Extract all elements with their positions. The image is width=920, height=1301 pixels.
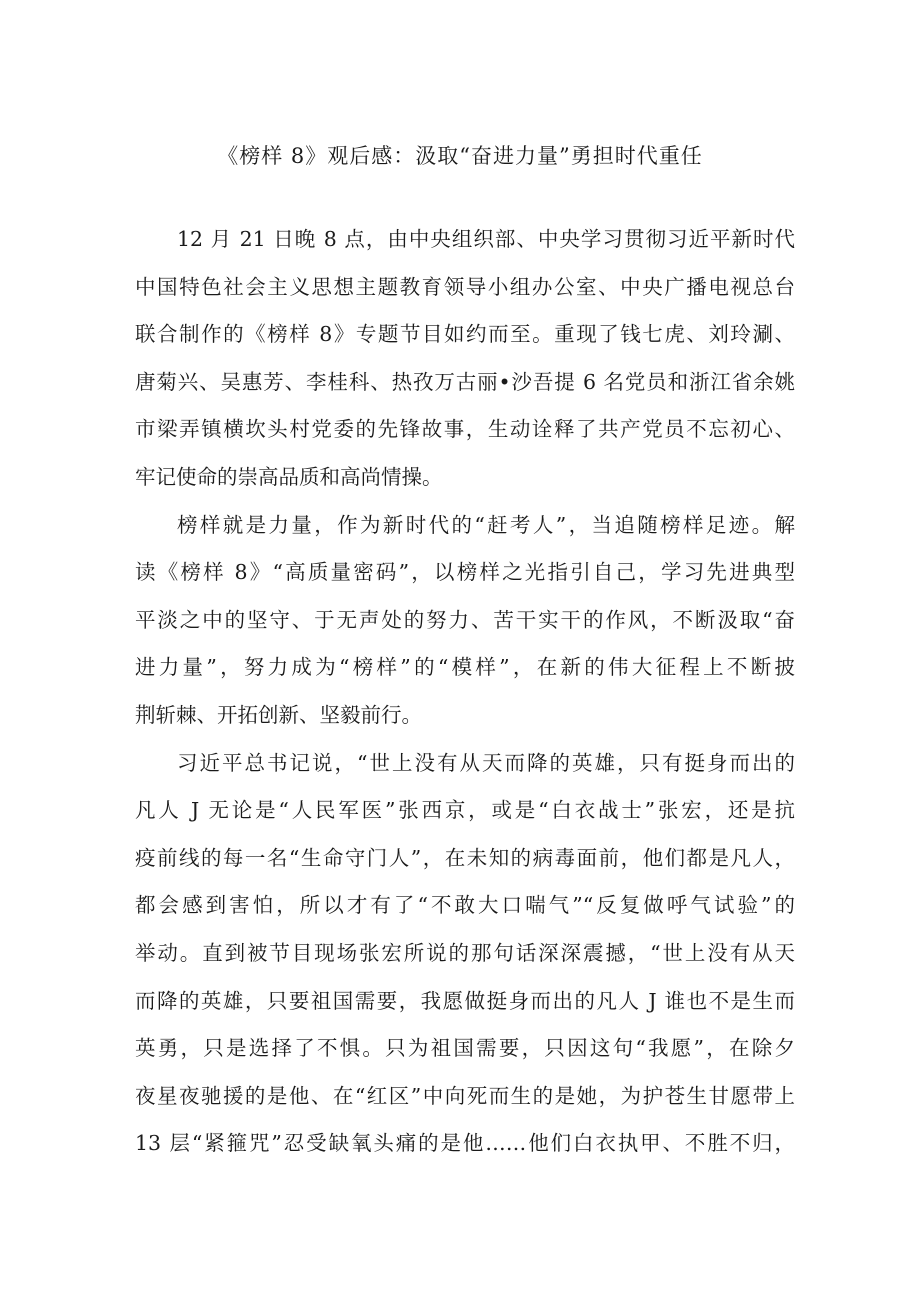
- text-line: 联合制作的《榜样 8》专题节目如约而至。重现了钱七虎、刘玲涮、: [135, 322, 795, 347]
- text-line: 荆斩棘、开拓创新、坚毅前行。: [135, 702, 422, 727]
- paragraph-1: [135, 216, 795, 502]
- text-line: 进力量”，努力成为“榜样”的“模样”，在新的伟大征程上不断披: [135, 655, 795, 680]
- text-line: 榜样就是力量，作为新时代的“赶考人”，当追随榜样足迹。解: [177, 512, 795, 537]
- text-line: 中国特色社会主义思想主题教育领导小组办公室、中央广播电视总台: [135, 274, 795, 299]
- text-line: 平淡之中的坚守、于无声处的努力、苦干实干的作风，不断汲取“奋: [135, 607, 795, 632]
- text-line: 英勇，只是选择了不惧。只为祖国需要，只因这句“我愿”，在除夕: [135, 1036, 795, 1061]
- document-body: [135, 216, 795, 1168]
- paragraph-2: [135, 502, 795, 740]
- paragraph-3: [135, 740, 795, 1168]
- text-line: 夜星夜驰援的是他、在“红区”中向死而生的是她，为护苍生甘愿带上: [135, 1083, 795, 1108]
- text-line: 读《榜样 8》“高质量密码”，以榜样之光指引自己，学习先进典型: [135, 560, 795, 585]
- text-line: 12 月 21 日晚 8 点，由中央组织部、中央学习贯彻习近平新时代: [177, 227, 795, 251]
- text-line: 市梁弄镇横坎头村党委的先锋故事，生动诠释了共产党员不忘初心、: [135, 417, 795, 442]
- text-line: 疫前线的每一名“生命守门人”，在未知的病毒面前，他们都是凡人，: [135, 845, 795, 870]
- text-line: 唐菊兴、吴惠芳、李桂科、热孜万古丽•沙吾提 6 名党员和浙江省余姚: [135, 369, 795, 394]
- text-line: 13 层“紧箍咒”忍受缺氧头痛的是他……他们白衣执甲、不胜不归，: [135, 1131, 795, 1156]
- text-line: 都会感到害怕，所以才有了“不敢大口喘气”“反复做呼气试验”的: [135, 893, 795, 918]
- text-line: 习近平总书记说，“世上没有从天而降的英雄，只有挺身而出的: [177, 750, 795, 775]
- text-line: 举动。直到被节目现场张宏所说的那句话深深震撼，“世上没有从天: [135, 940, 795, 965]
- text-line: 牢记使命的崇高品质和高尚情操。: [135, 464, 443, 489]
- text-line: 而降的英雄，只要祖国需要，我愿做挺身而出的凡人 J 谁也不是生而: [135, 988, 795, 1013]
- document-title: 《榜样 8》观后感：汲取“奋进力量”勇担时代重任: [217, 144, 703, 168]
- text-line: 凡人 J 无论是“人民军医”张西京，或是“白衣战士”张宏，还是抗: [135, 798, 795, 823]
